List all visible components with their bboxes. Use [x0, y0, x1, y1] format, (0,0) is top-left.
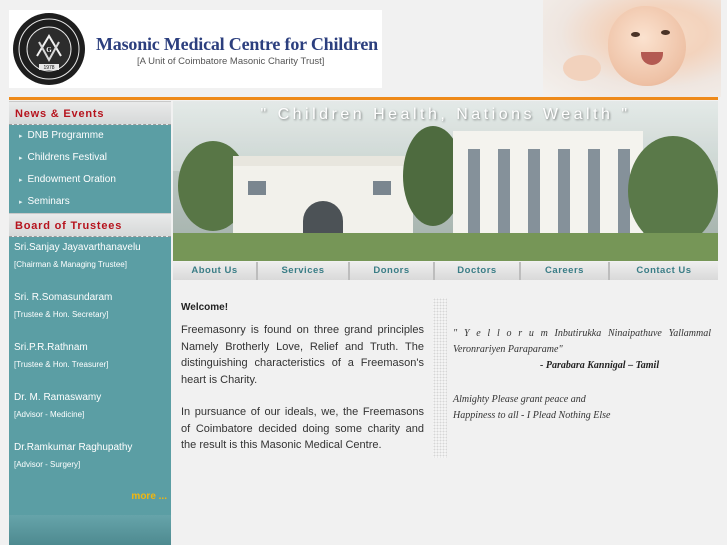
banner-tagline: " Children Health, Nations Wealth ": [260, 106, 631, 123]
nav-tab-contact-us[interactable]: Contact Us: [610, 262, 718, 280]
intro-paragraph: Freemasonry is found on three grand principles Namely Brotherly Love, Relief and Truth. The distinguishing characteristics of a Freemason's heart is Charity.: [181, 324, 424, 386]
masonic-seal-icon: [12, 12, 86, 86]
trustee-item: [9, 338, 171, 388]
nav-tab-doctors[interactable]: Doctors: [435, 262, 521, 280]
trustee-role: [Advisor - Medicine]: [14, 410, 85, 419]
site-title: Masonic Medical Centre for Children: [96, 34, 378, 54]
news-item-endowment-oration[interactable]: ▸ Endowment Oration: [19, 174, 116, 185]
arrow-right-icon: ▸: [19, 133, 23, 140]
arrow-right-icon: ▸: [19, 155, 23, 162]
trustee-name: Sri.Sanjay Jayavarthanavelu: [14, 242, 141, 253]
welcome-heading: Welcome!: [181, 302, 229, 313]
main-nav: [173, 262, 718, 280]
trustee-item: [9, 238, 171, 288]
site-logo[interactable]: [9, 10, 382, 88]
translation-line: Almighty Please grant peace and: [453, 394, 586, 405]
more-trustees-link[interactable]: more ...: [131, 491, 167, 502]
nav-tab-donors[interactable]: Donors: [350, 262, 435, 280]
trustee-role: [Chairman & Managing Trustee]: [14, 260, 127, 269]
trustee-role: [Advisor - Surgery]: [14, 460, 81, 469]
sidebar-footer-photo: [9, 515, 171, 545]
mission-paragraph: In pursuance of our ideals, we, the Freemasons of Coimbatore decided doing some charity and the result is this Masonic Medical Centre.: [181, 406, 424, 451]
nav-tab-about-us[interactable]: About Us: [173, 262, 258, 280]
trustee-name: Sri.P.R.Rathnam: [14, 342, 88, 353]
site-subtitle: [A Unit of Coimbatore Masonic Charity Trust]: [137, 56, 325, 67]
arrow-right-icon: ▸: [19, 199, 23, 206]
board-of-trustees-heading: Board of Trustees: [9, 213, 171, 237]
trustee-item: [9, 438, 171, 488]
trustee-role: [Trustee & Hon. Treasurer]: [14, 360, 109, 369]
trustee-list: [9, 238, 171, 488]
svg-text:1978: 1978: [43, 65, 55, 71]
trustee-name: Dr. M. Ramaswamy: [14, 392, 102, 403]
news-item-seminars[interactable]: ▸ Seminars: [19, 196, 70, 207]
hospital-banner-photo: [173, 101, 718, 261]
header-baby-photo: [543, 0, 721, 97]
content-divider: [433, 298, 447, 458]
trustee-name: Sri. R.Somasundaram: [14, 292, 113, 303]
quote-translation: [453, 392, 611, 424]
svg-text:G: G: [46, 46, 52, 54]
header-divider: [9, 97, 718, 100]
translation-line: Happiness to all - I Plead Nothing Else: [453, 410, 611, 421]
nav-tab-services[interactable]: Services: [258, 262, 350, 280]
sidebar: [9, 101, 171, 545]
news-events-menu: [9, 125, 171, 213]
quote-attribution: - Parabara Kannigal – Tamil: [540, 360, 660, 371]
trustee-item: [9, 388, 171, 438]
trustee-role: [Trustee & Hon. Secretary]: [14, 310, 109, 319]
trustee-item: [9, 288, 171, 338]
trustee-name: Dr.Ramkumar Raghupathy: [14, 442, 133, 453]
news-events-heading: News & Events: [9, 101, 171, 125]
news-item-childrens-festival[interactable]: ▸ Childrens Festival: [19, 152, 107, 163]
tamil-quote: " Y e l l o r u m Inbutirukka Ninaipathuve Yallammal Veronrariyen Paraparame": [453, 328, 711, 355]
nav-tab-careers[interactable]: Careers: [521, 262, 610, 280]
news-item-dnb-programme[interactable]: ▸ DNB Programme: [19, 130, 104, 141]
arrow-right-icon: ▸: [19, 177, 23, 184]
